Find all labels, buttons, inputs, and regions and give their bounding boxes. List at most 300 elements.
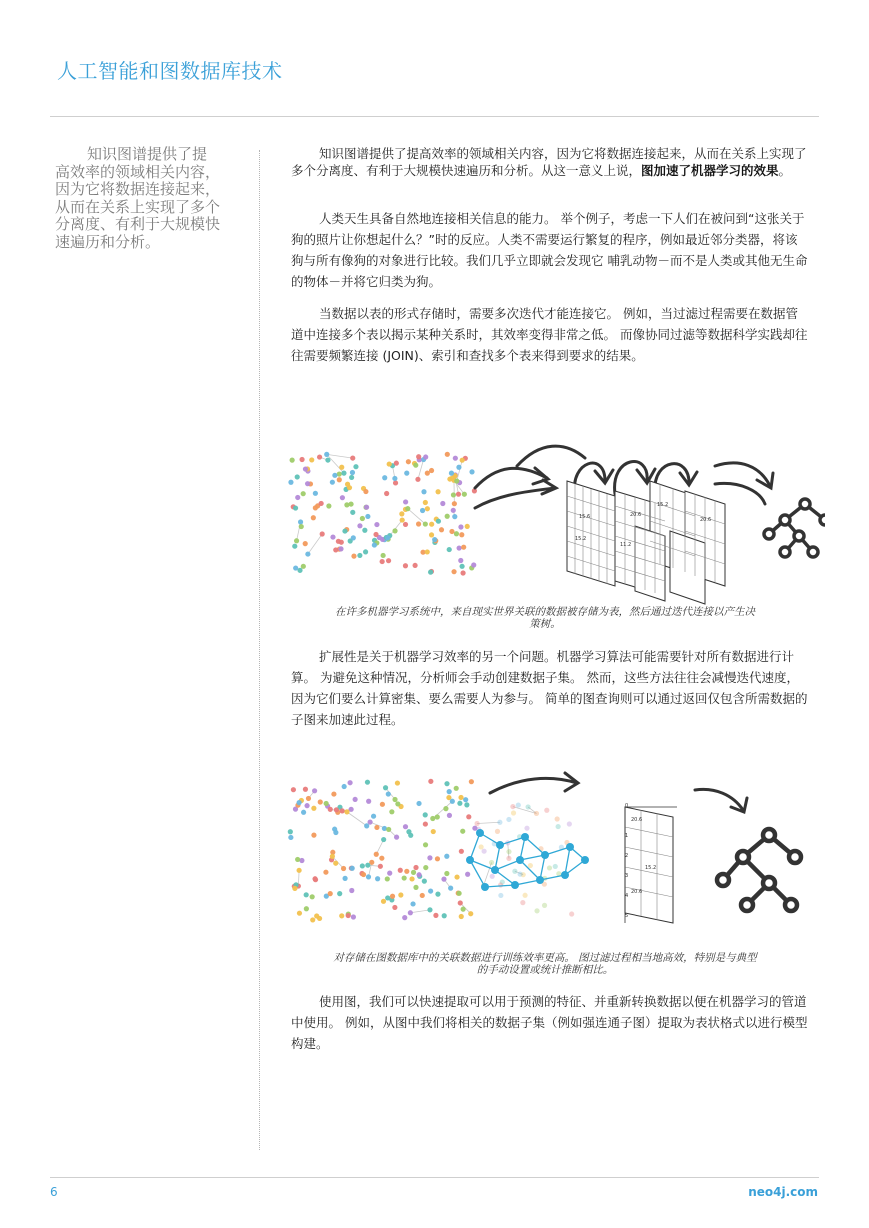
graph-node — [304, 906, 309, 911]
graph-node — [460, 570, 465, 575]
graph-node — [374, 852, 379, 857]
graph-node — [461, 907, 466, 912]
graph-node — [555, 816, 560, 821]
graph-edge — [327, 454, 353, 458]
graph-node — [413, 865, 418, 870]
graph-node — [430, 816, 435, 821]
graph-node — [357, 553, 362, 558]
graph-node — [379, 856, 384, 861]
graph-node — [428, 779, 433, 784]
graph-node — [347, 485, 352, 490]
graph-node — [293, 565, 298, 570]
graph-node — [460, 458, 465, 463]
figure-1-graph-to-tables — [285, 436, 825, 606]
graph-edge — [513, 807, 537, 814]
graph-node — [454, 531, 459, 536]
graph-node — [423, 812, 428, 817]
figure-2-caption: 对存储在图数据库中的关联数据进行训练效率更高。 图过滤过程相当地高效，特别是与典型的手动设置或统计推断相比。 — [333, 952, 757, 976]
figure-2-decision-tree-icon — [717, 829, 801, 911]
graph-node — [353, 797, 358, 802]
paragraph-1 — [291, 145, 808, 179]
graph-node — [400, 517, 405, 522]
graph-node — [408, 833, 413, 838]
graph-node — [303, 787, 308, 792]
graph-node — [361, 872, 366, 877]
graph-node — [317, 454, 322, 459]
graph-node — [425, 549, 430, 554]
graph-node — [542, 903, 547, 908]
graph-node — [386, 558, 391, 563]
graph-node — [288, 835, 293, 840]
graph-node — [312, 876, 317, 881]
graph-node — [301, 564, 306, 569]
graph-node — [442, 913, 447, 918]
graph-node — [366, 799, 371, 804]
graph-node — [441, 877, 446, 882]
graph-node — [403, 499, 408, 504]
graph-node — [435, 892, 440, 897]
graph-node — [435, 489, 440, 494]
graph-node — [295, 495, 300, 500]
graph-node — [459, 914, 464, 919]
graph-node — [365, 514, 370, 519]
graph-node — [357, 523, 362, 528]
graph-node — [350, 510, 355, 515]
figure-2-graph-subgraph — [285, 765, 825, 945]
graph-node — [360, 863, 365, 868]
graph-node — [506, 856, 511, 861]
graph-node — [295, 857, 300, 862]
graph-node — [390, 894, 395, 899]
graph-node — [350, 455, 355, 460]
graph-node — [382, 475, 387, 480]
graph-node — [429, 522, 434, 527]
graph-node — [403, 824, 408, 829]
graph-node — [423, 521, 428, 526]
graph-node — [310, 917, 315, 922]
graph-node — [431, 829, 436, 834]
graph-node — [295, 474, 300, 479]
fig2-axis-0: 0 — [625, 803, 629, 809]
graph-node — [522, 893, 527, 898]
graph-node — [371, 814, 376, 819]
graph-node — [427, 855, 432, 860]
graph-node — [392, 797, 397, 802]
graph-node — [403, 563, 408, 568]
graph-node — [422, 879, 427, 884]
graph-node — [381, 553, 386, 558]
graph-node — [471, 562, 476, 567]
graph-node — [404, 869, 409, 874]
graph-node — [405, 506, 410, 511]
graph-node — [469, 469, 474, 474]
graph-edge — [308, 534, 322, 554]
graph-node — [291, 787, 296, 792]
graph-node — [297, 800, 302, 805]
graph-node — [331, 791, 336, 796]
footer-divider — [50, 1177, 819, 1178]
graph-node — [387, 871, 392, 876]
graph-node — [349, 888, 354, 893]
graph-node — [516, 802, 521, 807]
graph-node — [305, 481, 310, 486]
header-divider — [50, 116, 819, 117]
graph-node — [340, 808, 345, 813]
graph-node — [534, 811, 539, 816]
graph-node — [524, 826, 529, 831]
graph-node — [386, 827, 391, 832]
graph-node — [384, 491, 389, 496]
graph-node — [454, 874, 459, 879]
graph-node — [299, 524, 304, 529]
graph-node — [436, 519, 441, 524]
graph-node — [465, 524, 470, 529]
graph-node — [351, 554, 356, 559]
graph-node — [318, 799, 323, 804]
page-number: 6 — [50, 1185, 58, 1199]
graph-edge — [457, 460, 462, 481]
graph-node — [525, 804, 530, 809]
graph-node — [409, 876, 414, 881]
graph-node — [298, 519, 303, 524]
graph-node — [475, 821, 480, 826]
fig2-axis-1: 1 — [625, 833, 629, 839]
graph-node — [334, 807, 339, 812]
paragraph-3: 当数据以表的形式存储时，需要多次迭代才能连接它。 例如，当过滤过程需要在数据管道中连接多个表以揭示某种关系时，其效率变得非常之低。 而像协同过滤等数据科学实践却往往需要频繁连接 (JOIN)、索引和查找多个表来得到要求的结果。 — [291, 306, 808, 363]
graph-node — [440, 501, 445, 506]
graph-node — [429, 532, 434, 537]
graph-node — [303, 541, 308, 546]
graph-node — [402, 875, 407, 880]
graph-node — [340, 495, 345, 500]
graph-node — [423, 865, 428, 870]
graph-node — [337, 891, 342, 896]
graph-node — [297, 911, 302, 916]
graph-node — [320, 531, 325, 536]
graph-node — [458, 558, 463, 563]
graph-node — [364, 823, 369, 828]
graph-node — [292, 886, 297, 891]
graph-node — [498, 882, 503, 887]
graph-node — [290, 458, 295, 463]
graph-node — [339, 913, 344, 918]
footer-site-link[interactable]: neo4j.com — [748, 1185, 818, 1199]
graph-node — [374, 825, 379, 830]
graph-node — [398, 868, 403, 873]
graph-node — [412, 563, 417, 568]
graph-node — [444, 871, 449, 876]
graph-node — [495, 829, 500, 834]
graph-node — [428, 570, 433, 575]
graph-node — [350, 866, 355, 871]
graph-node — [351, 535, 356, 540]
figure-2-graph-cluster — [288, 779, 575, 923]
graph-node — [303, 466, 308, 471]
graph-node — [448, 886, 453, 891]
graph-node — [324, 452, 329, 457]
graph-node — [411, 870, 416, 875]
graph-node — [337, 471, 342, 476]
graph-node — [427, 907, 432, 912]
figure-2-subgraph-nodes — [466, 829, 589, 891]
graph-node — [332, 473, 337, 478]
graph-node — [556, 824, 561, 829]
graph-node — [311, 515, 316, 520]
graph-node — [497, 820, 502, 825]
graph-node — [461, 545, 466, 550]
graph-node — [325, 457, 330, 462]
fig1-cell-5: 20.6 — [700, 517, 712, 523]
graph-node — [449, 529, 454, 534]
graph-node — [451, 492, 456, 497]
graph-node — [381, 899, 386, 904]
fig2-cell-2: 15.2 — [645, 865, 657, 871]
graph-node — [466, 814, 471, 819]
graph-node — [569, 911, 574, 916]
graph-node — [469, 779, 474, 784]
graph-node — [398, 892, 403, 897]
graph-node — [456, 492, 461, 497]
graph-node — [468, 911, 473, 916]
graph-node — [372, 542, 377, 547]
graph-node — [423, 821, 428, 826]
graph-node — [454, 786, 459, 791]
graph-node — [399, 511, 404, 516]
graph-node — [360, 516, 365, 521]
paragraph-5: 使用图，我们可以快速提取可以用于预测的特征、并重新转换数据以便在机器学习的管道中使用。 例如，从图中我们将相关的数据子集（例如强连通子图）提取为表状格式以进行模型构建。 — [291, 994, 808, 1051]
paragraph-1-end: 。 — [778, 163, 792, 178]
graph-node — [288, 829, 293, 834]
figure-1-graph-cluster — [288, 452, 477, 576]
paragraph-2: 人类天生具备自然地连接相关信息的能力。 举个例子，考虑一下人们在被问到“这张关于狗的照片让你想起什么？”时的反应。人类不需要运行繁复的程序，例如最近邻分类器，将该狗与所有像狗的对象进行比较。我们几乎立即就会发现它 哺乳动物－而不是人类或其他无生命的物体－并将它归类为狗。 — [291, 211, 808, 289]
graph-node — [385, 876, 390, 881]
graph-node — [445, 514, 450, 519]
graph-node — [312, 788, 317, 793]
graph-node — [403, 522, 408, 527]
graph-node — [544, 808, 549, 813]
fig2-cell-3: 20.6 — [631, 889, 643, 895]
graph-node — [415, 477, 420, 482]
graph-node — [365, 863, 370, 868]
graph-node — [459, 564, 464, 569]
graph-node — [317, 916, 322, 921]
graph-node — [375, 876, 380, 881]
graph-node — [304, 892, 309, 897]
graph-node — [394, 835, 399, 840]
graph-node — [311, 806, 316, 811]
graph-node — [392, 476, 397, 481]
graph-node — [510, 804, 515, 809]
graph-node — [326, 503, 331, 508]
graph-node — [489, 860, 494, 865]
graph-node — [423, 454, 428, 459]
graph-node — [458, 900, 463, 905]
graph-node — [332, 827, 337, 832]
graph-node — [380, 802, 385, 807]
graph-edge — [477, 822, 500, 823]
graph-node — [413, 463, 418, 468]
graph-node — [553, 864, 558, 869]
graph-node — [328, 807, 333, 812]
graph-node — [313, 505, 318, 510]
fig2-axis-3: 3 — [625, 873, 629, 879]
graph-node — [324, 801, 329, 806]
graph-node — [416, 454, 421, 459]
graph-node — [341, 471, 346, 476]
graph-node — [353, 464, 358, 469]
graph-node — [293, 505, 298, 510]
graph-node — [323, 870, 328, 875]
graph-node — [449, 471, 454, 476]
graph-edge — [410, 910, 430, 913]
page-header-title: 人工智能和图数据库技术 — [57, 59, 283, 83]
graph-node — [394, 461, 399, 466]
graph-node — [342, 784, 347, 789]
graph-node — [381, 837, 386, 842]
graph-node — [294, 538, 299, 543]
graph-node — [392, 528, 397, 533]
graph-node — [328, 891, 333, 896]
fig1-cell-3: 20.6 — [630, 512, 642, 518]
graph-node — [350, 470, 355, 475]
graph-node — [363, 489, 368, 494]
graph-node — [420, 508, 425, 513]
graph-node — [450, 799, 455, 804]
graph-node — [341, 866, 346, 871]
graph-node — [416, 872, 421, 877]
figure-1-caption: 在许多机器学习系统中，来自现实世界关联的数据被存储为表，然后通过迭代连接以产生决策树。 — [335, 606, 755, 630]
graph-node — [364, 505, 369, 510]
graph-node — [330, 480, 335, 485]
graph-node — [447, 547, 452, 552]
graph-node — [428, 888, 433, 893]
paragraph-1-bold: 图加速了机器学习的效果 — [641, 163, 779, 178]
graph-node — [547, 865, 552, 870]
graph-node — [349, 475, 354, 480]
graph-node — [288, 480, 293, 485]
graph-node — [337, 477, 342, 482]
graph-node — [347, 780, 352, 785]
graph-node — [445, 452, 450, 457]
graph-node — [454, 478, 459, 483]
fig2-cell-1: 20.6 — [631, 817, 643, 823]
fig1-cell-2: 15.2 — [575, 536, 587, 542]
graph-node — [425, 506, 430, 511]
graph-node — [459, 532, 464, 537]
graph-node — [301, 810, 306, 815]
figure-1-decision-tree-icon — [764, 499, 825, 557]
graph-node — [444, 781, 449, 786]
graph-node — [408, 910, 413, 915]
graph-node — [520, 900, 525, 905]
graph-node — [386, 791, 391, 796]
graph-node — [373, 532, 378, 537]
graph-node — [344, 809, 349, 814]
graph-node — [518, 872, 523, 877]
graph-node — [435, 856, 440, 861]
graph-node — [395, 801, 400, 806]
graph-node — [309, 457, 314, 462]
graph-node — [292, 544, 297, 549]
graph-node — [420, 893, 425, 898]
graph-node — [416, 521, 421, 526]
graph-node — [453, 456, 458, 461]
graph-node — [451, 508, 456, 513]
graph-node — [423, 500, 428, 505]
graph-node — [333, 861, 338, 866]
graph-node — [458, 524, 463, 529]
graph-node — [416, 801, 421, 806]
graph-node — [348, 501, 353, 506]
graph-node — [567, 821, 572, 826]
graph-node — [443, 806, 448, 811]
graph-node — [301, 491, 306, 496]
graph-node — [362, 528, 367, 533]
graph-node — [435, 814, 440, 819]
graph-node — [363, 549, 368, 554]
graph-node — [457, 545, 462, 550]
graph-node — [333, 547, 338, 552]
graph-node — [299, 457, 304, 462]
graph-edge — [327, 454, 344, 473]
graph-node — [528, 863, 533, 868]
graph-node — [406, 459, 411, 464]
graph-node — [534, 908, 539, 913]
graph-node — [346, 913, 351, 918]
graph-node — [387, 461, 392, 466]
paragraph-4: 扩展性是关于机器学习效率的另一个问题。机器学习算法可能需要针对所有数据进行计算。 为避免这种情况，分析师会手动创建数据子集。 然而，这些方法往往会减慢迭代速度，因为它们要么计算密集、要么需要人为参与。 简单的图查询则可以通过返回仅包含所需数据的子图来加速此过程。 — [291, 649, 808, 727]
fig2-axis-5: 5 — [625, 913, 629, 919]
graph-node — [450, 476, 455, 481]
graph-edge — [347, 812, 367, 826]
graph-node — [452, 501, 457, 506]
graph-node — [479, 844, 484, 849]
graph-node — [432, 537, 437, 542]
graph-node — [423, 842, 428, 847]
graph-node — [338, 546, 343, 551]
graph-node — [512, 869, 517, 874]
graph-node — [465, 872, 470, 877]
graph-node — [313, 491, 318, 496]
graph-node — [464, 802, 469, 807]
graph-node — [404, 471, 409, 476]
graph-node — [393, 480, 398, 485]
graph-node — [451, 569, 456, 574]
graph-node — [389, 809, 394, 814]
graph-edge — [418, 460, 424, 480]
graph-node — [482, 849, 487, 854]
graph-node — [310, 894, 315, 899]
paragraph-1-text: 知识图谱提供了提高效率的领域相关内容，因为它将数据连接起来，从而在关系上实现了多个分离度、有利于大规模快速遍历和分析。从这一意义上说， — [291, 146, 807, 178]
graph-node — [366, 874, 371, 879]
graph-node — [456, 465, 461, 470]
graph-node — [460, 829, 465, 834]
graph-node — [342, 876, 347, 881]
graph-node — [498, 893, 503, 898]
graph-node — [439, 527, 444, 532]
graph-node — [462, 492, 467, 497]
graph-node — [339, 540, 344, 545]
graph-node — [311, 833, 316, 838]
graph-node — [433, 913, 438, 918]
graph-node — [506, 817, 511, 822]
graph-node — [319, 501, 324, 506]
graph-node — [374, 522, 379, 527]
fig1-cell-4: 11.2 — [620, 542, 632, 548]
graph-node — [457, 891, 462, 896]
fig1-cell-1: 15.6 — [579, 514, 591, 520]
graph-node — [339, 465, 344, 470]
